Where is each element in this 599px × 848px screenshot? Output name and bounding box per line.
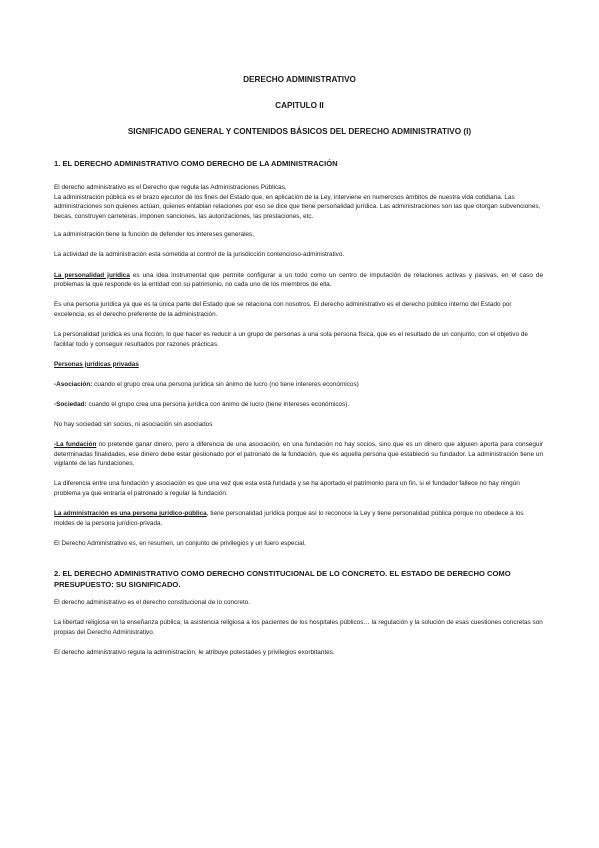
section-1-heading: 1. EL DERECHO ADMINISTRATIVO COMO DERECHO DE LA ADMINISTRACIÓN xyxy=(54,159,338,168)
paragraph: La libertad religiosa en la enseñanza pública, la asistencia religiosa a los pacientes de los hospitales públicos… la regulación y la solución de esas cuestiones concretas son propias del Derecho Administrativo. xyxy=(54,619,543,636)
paragraph: La personalidad jurídica es una ficción, lo que hacer es reducir a un grupo de personas a una sola persona física, que es el resultado de un conjunto, con el objetivo de facilitar todo y conseguir resultados por razones prácticas. xyxy=(54,330,528,348)
paragraph xyxy=(54,440,543,469)
term-highlight: La administración es una persona jurídico-pública xyxy=(54,509,207,517)
paragraph-text: cuando el grupo crea una persona jurídica sin ánimo de lucro (no tiene intereres económicos) xyxy=(92,380,359,388)
term-highlight: -Sociedad: xyxy=(54,400,87,408)
term-highlight: -La fundación xyxy=(54,441,97,448)
paragraph: Es una persona jurídica ya que es la única parte del Estado que se relaciona con nosotros. El derecho administrativo es el derecho público interno del Estado por excelencia, es el derecho preferente de la administración. xyxy=(54,301,512,318)
document-body xyxy=(54,158,543,668)
paragraph: El derecho administrativo es el derecho constitucional de lo concreto. xyxy=(54,599,251,607)
paragraph: El derecho administrativo regula la administración, le atribuye potestades y privilegios exorbitantes. xyxy=(54,649,335,657)
paragraph: La administración tiene la función de defender los intereses generales. xyxy=(54,231,255,239)
paragraph: No hay sociedad sin socios, ni asociación sin asociados xyxy=(54,420,213,428)
paragraph xyxy=(54,380,543,390)
section-2-heading: 2. EL DERECHO ADMINISTRATIVO COMO DERECHO CONSTITUCIONAL DE LO CONCRETO. EL ESTADO DE DERECHO COMO PRESUPUESTO: SU SIGNIFICADO. xyxy=(54,569,511,590)
paragraph-text: El derecho administrativo es el Derecho que regula las Administraciones Públicas. xyxy=(54,184,287,191)
paragraph-text: La administración pública es el brazo ejecutor de los fines del Estado que, en aplicación de la Ley, interviene en numerosos ámbitos de nuestra vida cotidiana. Las administraciones son quienes actúan, quienes entablan relaciones por eso se dice que tiene personalidad jurídica. Las administraciones son las que otorgan subvenciones, becas, construyen carreteras, imponen sanciones, las autorizaciones, las prestaciones, etc. xyxy=(54,193,541,220)
paragraph: El Derecho Administrativo es, en resumen, un conjunto de privilegios y un fuero especial, xyxy=(54,539,306,547)
term-highlight: -Asociación: xyxy=(54,380,93,388)
document-title: DERECHO ADMINISTRATIVO xyxy=(243,75,356,84)
paragraph xyxy=(54,400,543,410)
paragraph: La diferencia entre una fundación y asociación es que una vez que esta está fundada y se ha aportado el patrimonio para un fin, si el fundador fallece no hay ningún problema ya que entraría el patronado a regular la fundación. xyxy=(54,480,520,497)
paragraph xyxy=(54,183,543,221)
paragraph: La actividad de la administración esta sometida al control de la jurisdicción contencioso-administrativo. xyxy=(54,251,345,259)
paragraph xyxy=(54,509,543,528)
chapter-title: CAPITULO II xyxy=(275,101,324,110)
paragraph-text: cuando el grupo crea una persona jurídica con ánimo de lucro (tiene intereses económicos). xyxy=(86,400,350,408)
subheading: Personas jurídicas privadas xyxy=(54,360,139,368)
paragraph-text: es una idea instrumental que permite configurar a un todo como un centro de imputación de relaciones activas y pasivas, en el caso de problemas la que responde es la entidad con su patrimonio, no cada uno de los miembros de ella. xyxy=(54,271,543,289)
paragraph xyxy=(54,271,543,290)
paragraph-text: no pretende ganar dinero, pero a diferencia de una asociación, en una fundación no hay socios, sino que es un dinero que alguien aporta para conseguir determinadas finalidades, ese dinero debe estar gestionado por el patronato de la fundación, que es aquella persona que estableció su fundador. La administración tiene un vigilante de las fundaciones. xyxy=(54,441,543,468)
term-highlight: La personalidad jurídica xyxy=(54,271,130,279)
paragraph-text: , tiene personalidad jurídica porque así lo reconoce la Ley y tiene personalidad pública porque no obedece a los moldes de la persona jurídico-privada. xyxy=(54,509,524,527)
chapter-subtitle: SIGNIFICADO GENERAL Y CONTENIDOS BÁSICOS DEL DERECHO ADMINISTRATIVO (I) xyxy=(127,127,472,136)
